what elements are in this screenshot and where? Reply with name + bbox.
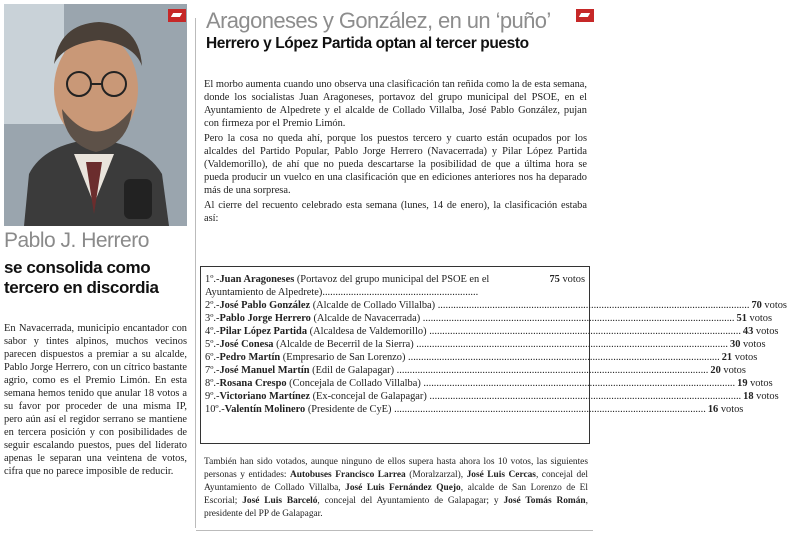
result-leader: ........................................................................................................................ bbox=[405, 352, 720, 363]
result-vote-count: 70 bbox=[751, 300, 762, 311]
result-vote-unit: votos bbox=[732, 352, 758, 363]
result-votes bbox=[735, 377, 773, 390]
result-position: 1º.- bbox=[205, 274, 220, 285]
mention-detail: , alcalde de San Lorenzo de El Escorial; bbox=[204, 483, 588, 506]
article-body bbox=[204, 78, 587, 227]
result-row bbox=[205, 325, 779, 338]
result-row bbox=[205, 364, 746, 377]
article-paragraph: El morbo aumenta cuando uno observa una clasificación tan reñida como la de esta semana, donde los socialistas Juan Aragoneses, portavoz del grupo municipal del PSOE, en el Ayuntamiento de Alpedrete y el alcalde de Collado Villalba, José Pablo González, pujan con firmeza por el Premio Limón. bbox=[204, 79, 587, 129]
side-subtitle bbox=[4, 258, 187, 298]
result-leader: ........................................................................................................................ bbox=[420, 313, 735, 324]
side-subtitle-line1: se consolida como bbox=[4, 258, 151, 277]
result-vote-count: 16 bbox=[707, 404, 719, 415]
result-desc bbox=[205, 390, 741, 403]
result-detail: (Concejala de Collado Villalba) bbox=[286, 378, 421, 389]
side-article-body: En Navacerrada, municipio encantador con sabor y tintes alpinos, muchos vecinos parecen dispuestos a premiar a su alcalde, Pablo Jorge Herrero, con un cítrico bastante agrio, como es el Premio Limón. En esta semana hemos tenido que anular 18 votos a su favor por proceder de una misma IP, pero aún así el regidor serrano se mantiene en tercera posición y con posibilidades de seguir escalando puestos, pues del liderato apenas le separan una veintena de votos, cifra que no parece imposible de reducir. bbox=[4, 323, 187, 477]
column-divider bbox=[195, 18, 196, 528]
result-desc bbox=[205, 299, 749, 312]
result-vote-count: 30 bbox=[730, 339, 741, 350]
result-row bbox=[205, 351, 758, 364]
result-vote-count: 43 bbox=[742, 326, 754, 337]
result-vote-count: 51 bbox=[736, 313, 747, 324]
mention-detail: , concejal del Ayuntamiento de Collado Villalba, bbox=[204, 470, 588, 493]
result-votes bbox=[741, 325, 779, 338]
result-detail: (Alcalde de Becerril de la Sierra) bbox=[273, 339, 414, 350]
result-leader: ........................................................................................................................ bbox=[413, 339, 728, 350]
result-row bbox=[205, 390, 779, 403]
article-paragraph: Pero la cosa no queda ahí, porque los puestos tercero y cuarto están ocupados por los alcaldes del Partido Popular, Pablo Jorge Herrero (Navacerrada) y Pilar López Partida (Valdemorillo), de ahí que no pueda descartarse la posibilidad de que a última hora se pueda producir un vuelco en una clasificación que en ediciones anteriores nos ha deparado más de una sorpresa. bbox=[204, 133, 587, 196]
side-subtitle-line2: tercero en discordia bbox=[4, 278, 159, 297]
corner-mark-icon bbox=[168, 9, 186, 22]
result-name: Juan Aragoneses bbox=[219, 274, 295, 285]
result-leader: ............................................................ bbox=[322, 287, 479, 298]
result-name: Pedro Martín bbox=[219, 352, 281, 363]
result-leader: ........................................................................................................................ bbox=[420, 378, 736, 389]
result-votes bbox=[708, 364, 746, 377]
result-position: 5º.- bbox=[205, 339, 220, 350]
result-detail: (Alcaldesa de Valdemorillo) bbox=[307, 326, 427, 337]
mention-detail: , presidente del PP de Galapagar. bbox=[204, 496, 588, 519]
result-row bbox=[205, 377, 773, 390]
result-vote-count: 20 bbox=[710, 365, 721, 376]
footer-note bbox=[204, 456, 588, 521]
photo-caption: Pablo J. Herrero bbox=[4, 229, 149, 252]
result-row bbox=[205, 299, 787, 312]
mention-name: Autobuses Francisco Larrea bbox=[290, 470, 406, 480]
portrait-photo bbox=[4, 4, 187, 226]
mention-name: José Luis Barceló bbox=[242, 496, 318, 506]
result-row bbox=[205, 338, 766, 351]
result-vote-unit: votos bbox=[746, 313, 773, 324]
result-position: 9º.- bbox=[205, 391, 220, 402]
result-vote-count: 75 bbox=[549, 274, 560, 285]
result-detail: (Alcalde de Collado Villalba) bbox=[310, 300, 436, 311]
result-name: Pilar López Partida bbox=[219, 326, 308, 337]
mention-detail: , concejal del Ayuntamiento de Galapagar; y bbox=[317, 496, 504, 506]
result-vote-unit: votos bbox=[559, 274, 585, 285]
mention-detail: (Moralzarzal), bbox=[405, 470, 467, 480]
result-vote-count: 18 bbox=[743, 391, 754, 402]
article-subtitle: Herrero y López Partida optan al tercer puesto bbox=[206, 35, 529, 52]
result-position: 3º.- bbox=[205, 313, 220, 324]
result-position: 6º.- bbox=[205, 352, 220, 363]
result-position: 7º.- bbox=[205, 365, 220, 376]
result-position: 10º.- bbox=[205, 404, 225, 415]
result-leader: ........................................................................................................................ bbox=[426, 391, 742, 402]
result-row bbox=[205, 273, 585, 299]
result-leader: ........................................................................................................................ bbox=[394, 365, 709, 376]
mention-name: José Luis Cercas bbox=[466, 470, 536, 480]
result-position: 2º.- bbox=[205, 300, 220, 311]
result-desc bbox=[205, 338, 728, 351]
result-votes bbox=[547, 273, 585, 299]
result-detail: (Empresario de San Lorenzo) bbox=[280, 352, 406, 363]
result-vote-unit: votos bbox=[747, 378, 773, 389]
result-leader: ........................................................................................................................ bbox=[426, 326, 741, 337]
result-detail: (Ex-concejal de Galapagar) bbox=[310, 391, 427, 402]
footer-intro: También han sido votados, aunque ninguno de ellos supera hasta ahora los 10 votos, las siguientes personas y entidades: bbox=[204, 457, 588, 480]
result-vote-count: 21 bbox=[721, 352, 733, 363]
result-vote-count: 19 bbox=[737, 378, 748, 389]
results-box bbox=[200, 266, 787, 444]
result-name: Valentín Molinero bbox=[224, 404, 306, 415]
result-votes bbox=[741, 390, 779, 403]
result-desc bbox=[205, 351, 720, 364]
result-vote-unit: votos bbox=[740, 339, 766, 350]
result-vote-unit: votos bbox=[753, 391, 779, 402]
result-detail: (Alcalde de Navacerrada) bbox=[310, 313, 421, 324]
result-detail: (Presidente de CyE) bbox=[305, 404, 392, 415]
result-votes bbox=[735, 312, 773, 325]
result-votes bbox=[749, 299, 787, 312]
result-name: Pablo Jorge Herrero bbox=[219, 313, 311, 324]
bottom-rule bbox=[196, 530, 593, 531]
result-name: José Pablo González bbox=[219, 300, 311, 311]
result-desc bbox=[205, 403, 706, 416]
result-votes bbox=[728, 338, 766, 351]
result-position: 8º.- bbox=[205, 378, 220, 389]
result-desc bbox=[205, 325, 741, 338]
result-name: José Conesa bbox=[219, 339, 274, 350]
result-leader: ........................................................................................................................ bbox=[435, 300, 750, 311]
result-vote-unit: votos bbox=[753, 326, 779, 337]
result-vote-unit: votos bbox=[720, 365, 746, 376]
result-desc bbox=[205, 364, 708, 377]
result-desc bbox=[205, 273, 547, 299]
result-detail: (Portavoz del grupo municipal del PSOE en el Ayuntamiento de Alpedrete) bbox=[205, 274, 490, 298]
result-desc bbox=[205, 377, 735, 390]
result-position: 4º.- bbox=[205, 326, 220, 337]
result-votes bbox=[706, 403, 744, 416]
result-name: Rosana Crespo bbox=[219, 378, 287, 389]
result-name: José Manuel Martín bbox=[219, 365, 310, 376]
result-name: Victoriano Martínez bbox=[219, 391, 310, 402]
result-row bbox=[205, 403, 744, 416]
result-leader: ........................................................................................................................ bbox=[391, 404, 706, 415]
result-vote-unit: votos bbox=[761, 300, 787, 311]
mention-name: José Tomás Román bbox=[503, 496, 586, 506]
article-paragraph: Al cierre del recuento celebrado esta semana (lunes, 14 de enero), la clasificación estaba así: bbox=[204, 200, 587, 224]
article-title: Aragoneses y González, en un ‘puño’ bbox=[206, 8, 551, 33]
result-desc bbox=[205, 312, 735, 325]
result-row bbox=[205, 312, 773, 325]
result-votes bbox=[720, 351, 758, 364]
result-detail: (Edil de Galapagar) bbox=[309, 365, 395, 376]
result-vote-unit: votos bbox=[718, 404, 744, 415]
mention-name: José Luis Fernández Quejo bbox=[345, 483, 461, 493]
